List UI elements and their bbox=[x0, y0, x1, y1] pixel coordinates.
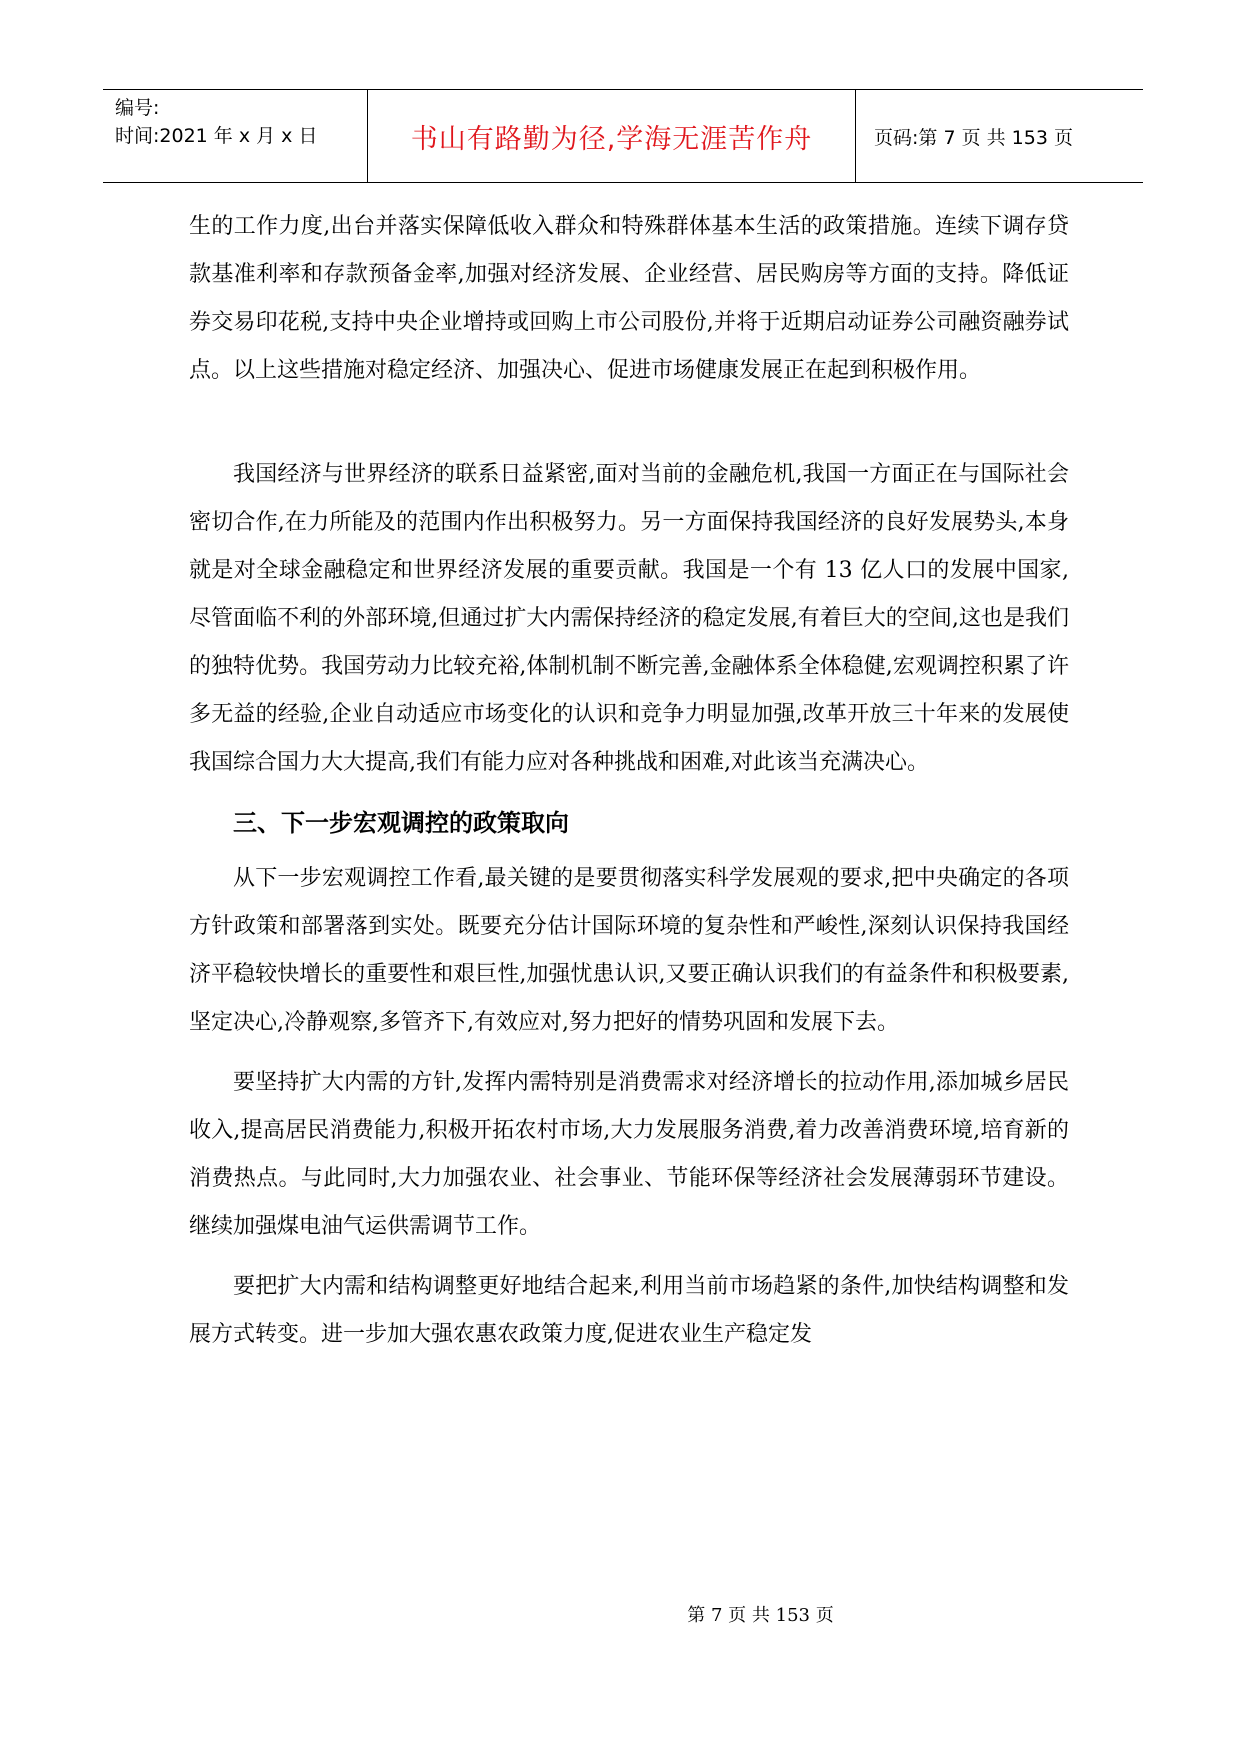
paragraph-gap bbox=[189, 787, 1069, 799]
section-paragraph: 要坚持扩大内需的方针,发挥内需特别是消费需求对经济增长的拉动作用,添加城乡居民收入,提高居民消费能力,积极开拓农村市场,大力发展服务消费,着力改善消费环境,培育新的消费热点。与此同时,大力加强农业、社会事业、节能环保等经济社会发展薄弱环节建设。继续加强煤电油气运供需调节工作。 bbox=[189, 1070, 1069, 1239]
section-title: 三、下一步宏观调控的政策取向 bbox=[233, 809, 569, 837]
header-page-label: 页码:第 7 页 共 153 页 bbox=[874, 126, 1073, 149]
page-header bbox=[103, 89, 1143, 183]
section-paragraph: 要把扩大内需和结构调整更好地结合起来,利用当前市场趋紧的条件,加快结构调整和发展方式转变。进一步加大强农惠农政策力度,促进农业生产稳定发 bbox=[189, 1274, 1069, 1347]
body-paragraph: 我国经济与世界经济的联系日益紧密,面对当前的金融危机,我国一方面正在与国际社会密切合作,在力所能及的范围内作出积极努力。另一方面保持我国经济的良好发展势头,本身就是对全球金融稳定和世界经济发展的重要贡献。我国是一个有 13 亿人口的发展中国家,尽管面临不利的外部环境,但通过扩大内需保持经济的稳定发展,有着巨大的空间,这也是我们的独特优势。我国劳动力比较充裕,体制机制不断完善,金融体系全体稳健,宏观调控积累了许多无益的经验,企业自动适应市场变化的认识和竞争力明显加强,改革开放三十年来的发展使我国综合国力大大提高,我们有能力应对各种挑战和困难,对此该当充满决心。 bbox=[189, 462, 1069, 775]
page-footer: 第 7 页 共 153 页 bbox=[687, 1605, 834, 1626]
header-motto: 书山有路勤为径,学海无涯苦作舟 bbox=[368, 90, 856, 182]
header-meta bbox=[103, 90, 368, 182]
document-time-label: 时间:2021 年 x 月 x 日 bbox=[115, 125, 318, 147]
paragraph-gap bbox=[189, 395, 1069, 451]
document-body bbox=[189, 203, 1069, 1359]
body-paragraph: 生的工作力度,出台并落实保障低收入群众和特殊群体基本生活的政策措施。连续下调存贷款基准利率和存款预备金率,加强对经济发展、企业经营、居民购房等方面的支持。降低证券交易印花税,支持中央企业增持或回购上市公司股份,并将于近期启动证券公司融资融券试点。以上这些措施对稳定经济、加强决心、促进市场健康发展正在起到积极作用。 bbox=[189, 214, 1069, 383]
paragraph-gap bbox=[189, 1047, 1069, 1059]
paragraph-gap bbox=[189, 1251, 1069, 1263]
section-paragraph: 从下一步宏观调控工作看,最关键的是要贯彻落实科学发展观的要求,把中央确定的各项方针政策和部署落到实处。既要充分估计国际环境的复杂性和严峻性,深刻认识保持我国经济平稳较快增长的重要性和艰巨性,加强忧患认识,又要正确认识我们的有益条件和积极要素,坚定决心,冷静观察,多管齐下,有效应对,努力把好的情势巩固和发展下去。 bbox=[189, 866, 1069, 1035]
document-number-label: 编号: bbox=[115, 97, 160, 119]
